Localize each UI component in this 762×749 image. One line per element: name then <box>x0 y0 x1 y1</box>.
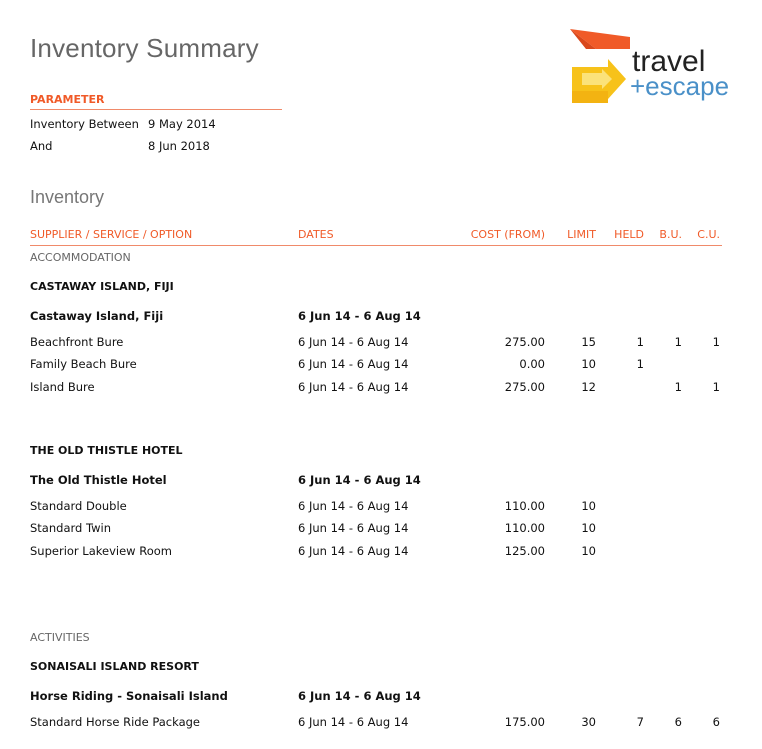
option-dates: 6 Jun 14 - 6 Aug 14 <box>298 357 409 371</box>
service-row <box>30 689 722 705</box>
option-row <box>30 357 722 373</box>
option-limit: 10 <box>581 499 596 513</box>
option-dates: 6 Jun 14 - 6 Aug 14 <box>298 380 409 394</box>
option-cost: 125.00 <box>504 544 545 558</box>
option-dates: 6 Jun 14 - 6 Aug 14 <box>298 544 409 558</box>
option-row <box>30 499 722 515</box>
service-name: Castaway Island, Fiji <box>30 309 164 323</box>
option-held: 1 <box>636 357 644 371</box>
service-dates: 6 Jun 14 - 6 Aug 14 <box>298 309 421 323</box>
option-cu: 1 <box>712 335 720 349</box>
option-limit: 10 <box>581 544 596 558</box>
option-cost: 175.00 <box>504 715 545 729</box>
column-header-held: HELD <box>614 228 644 241</box>
option-cost: 275.00 <box>504 335 545 349</box>
option-name: Standard Horse Ride Package <box>30 715 200 729</box>
logo-word-escape: +escape <box>630 71 730 101</box>
option-row <box>30 380 722 396</box>
option-limit: 15 <box>581 335 596 349</box>
parameter-heading: PARAMETER <box>30 93 282 110</box>
parameter-row <box>30 117 216 131</box>
column-header-name: SUPPLIER / SERVICE / OPTION <box>30 228 193 241</box>
option-row <box>30 521 722 537</box>
service-dates: 6 Jun 14 - 6 Aug 14 <box>298 473 421 487</box>
option-cost: 110.00 <box>504 499 545 513</box>
option-name: Standard Double <box>30 499 127 513</box>
option-name: Superior Lakeview Room <box>30 544 172 558</box>
option-dates: 6 Jun 14 - 6 Aug 14 <box>298 715 409 729</box>
option-row <box>30 544 722 560</box>
inventory-heading: Inventory <box>30 187 105 207</box>
parameter-value: 8 Jun 2018 <box>148 139 210 153</box>
option-limit: 10 <box>581 521 596 535</box>
option-dates: 6 Jun 14 - 6 Aug 14 <box>298 335 409 349</box>
service-dates: 6 Jun 14 - 6 Aug 14 <box>298 689 421 703</box>
logo-yellow-lower <box>572 91 608 103</box>
option-cu: 1 <box>712 380 720 394</box>
page-title: Inventory Summary <box>30 33 259 63</box>
column-header-limit: LIMIT <box>567 228 596 241</box>
option-dates: 6 Jun 14 - 6 Aug 14 <box>298 499 409 513</box>
column-header-bu: B.U. <box>659 228 682 241</box>
option-limit: 12 <box>581 380 596 394</box>
supplier-name: CASTAWAY ISLAND, FIJI <box>30 280 174 293</box>
parameter-label: And <box>30 139 53 153</box>
option-limit: 30 <box>581 715 596 729</box>
column-header-cu: C.U. <box>697 228 720 241</box>
service-row <box>30 309 722 325</box>
option-bu: 6 <box>674 715 682 729</box>
option-row <box>30 715 722 731</box>
service-name: Horse Riding - Sonaisali Island <box>30 689 228 703</box>
service-row <box>30 473 722 489</box>
parameter-value: 9 May 2014 <box>148 117 216 131</box>
option-name: Standard Twin <box>30 521 111 535</box>
option-held: 7 <box>636 715 644 729</box>
option-bu: 1 <box>674 335 682 349</box>
option-cost: 110.00 <box>504 521 545 535</box>
option-held: 1 <box>636 335 644 349</box>
travel-escape-logo <box>568 27 738 107</box>
option-bu: 1 <box>674 380 682 394</box>
option-cost: 0.00 <box>519 357 545 371</box>
table-header <box>30 228 722 246</box>
option-name: Beachfront Bure <box>30 335 124 349</box>
option-dates: 6 Jun 14 - 6 Aug 14 <box>298 521 409 535</box>
column-header-cost: COST (FROM) <box>470 228 545 241</box>
column-header-dates: DATES <box>298 228 334 241</box>
option-limit: 10 <box>581 357 596 371</box>
option-name: Family Beach Bure <box>30 357 137 371</box>
option-cu: 6 <box>712 715 720 729</box>
supplier-name: SONAISALI ISLAND RESORT <box>30 660 199 673</box>
category-heading: ACCOMMODATION <box>30 251 131 264</box>
option-cost: 275.00 <box>504 380 545 394</box>
service-name: The Old Thistle Hotel <box>30 473 167 487</box>
category-heading: ACTIVITIES <box>30 631 90 644</box>
parameter-row <box>30 139 210 153</box>
parameter-label: Inventory Between <box>30 117 139 131</box>
supplier-name: THE OLD THISTLE HOTEL <box>30 444 183 457</box>
option-name: Island Bure <box>30 380 95 394</box>
option-row <box>30 335 722 351</box>
logo-word-travel: travel <box>632 45 706 78</box>
